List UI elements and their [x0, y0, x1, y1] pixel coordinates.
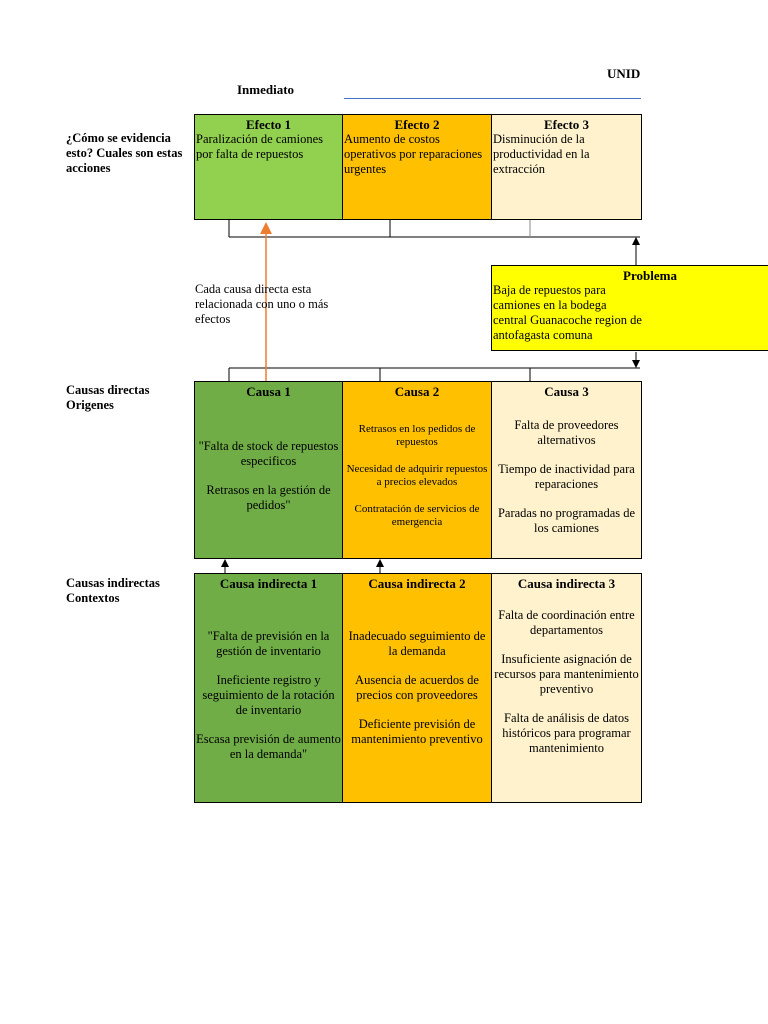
causa-indirecta-3-item: Insuficiente asignación de recursos para mantenimiento preventivo	[494, 652, 639, 696]
label-causas-indirectas: Causas indirectas Contextos	[66, 576, 160, 605]
causa-2-box	[342, 381, 492, 559]
causa-indirecta-3-box	[491, 573, 642, 803]
causa-indirecta-1-title: Causa indirecta 1	[219, 576, 318, 591]
efecto-3-text: Disminución de la productividad en la extracción	[493, 132, 590, 176]
label-causas-directas: Causas directas Origenes	[66, 383, 150, 412]
header-unid: UNID	[607, 66, 641, 81]
causa-3-item: Paradas no programadas de los camiones	[497, 506, 636, 535]
efecto-1-text: Paralización de camiones por falta de repuestos	[196, 132, 324, 161]
causa-indirecta-3-item: Falta de coordinación entre departamentos	[498, 608, 635, 637]
causa-1-title: Causa 1	[246, 384, 291, 399]
causa-indirecta-2-item: Deficiente previsión de mantenimiento preventivo	[351, 717, 483, 746]
efecto-1-box	[194, 114, 343, 220]
causa-indirecta-1-item: Ineficiente registro y seguimiento de la rotación de inventario	[202, 673, 335, 717]
causa-indirecta-1-item: "Falta de previsión en la gestión de inventario	[207, 629, 330, 658]
causa-2-item: Contratación de servicios de emergencia	[354, 503, 480, 528]
label-efectos: ¿Cómo se evidencia esto? Cuales son estas acciones	[66, 131, 183, 175]
note-text: Cada causa directa esta relacionada con uno o más efectos	[195, 282, 329, 326]
causa-1-item: Retrasos en la gestión de pedidos"	[206, 483, 331, 512]
causa-3-item: Falta de proveedores alternativos	[514, 418, 619, 447]
causa-indirecta-1-item: Escasa previsión de aumento en la demanda"	[196, 732, 341, 761]
causa-indirecta-3-item: Falta de análisis de datos históricos para programar mantenimiento	[502, 711, 631, 755]
causa-2-item: Retrasos en los pedidos de repuestos	[358, 423, 476, 448]
problema-box	[491, 265, 768, 351]
problema-text: Baja de repuestos para camiones en la bodega central Guanacoche region de antofagasta comuna	[493, 283, 642, 342]
efecto-1-title: Efecto 1	[245, 117, 292, 132]
causa-3-title: Causa 3	[544, 384, 589, 399]
problema-title: Problema	[623, 268, 677, 283]
efecto-2-box	[342, 114, 492, 220]
causa-1-box	[194, 381, 343, 559]
causa-indirecta-1-box	[194, 573, 343, 803]
causa-3-item: Tiempo de inactividad para reparaciones	[498, 462, 635, 491]
causa-1-item: "Falta de stock de repuestos especificos	[198, 439, 339, 468]
causa-indirecta-2-title: Causa indirecta 2	[368, 576, 466, 591]
causa-3-box	[491, 381, 642, 559]
efecto-3-title: Efecto 3	[543, 117, 590, 132]
efecto-2-title: Efecto 2	[394, 117, 440, 132]
header-inmediato: Inmediato	[237, 82, 295, 97]
efecto-3-box	[491, 114, 642, 220]
causa-2-item: Necesidad de adquirir repuestos a precios elevados	[346, 463, 488, 488]
efecto-2-text: Aumento de costos operativos por reparaciones urgentes	[344, 132, 483, 176]
causa-indirecta-2-item: Inadecuado seguimiento de la demanda	[348, 629, 486, 658]
causa-indirecta-3-title: Causa indirecta 3	[517, 576, 616, 591]
causa-indirecta-2-item: Ausencia de acuerdos de precios con proveedores	[355, 673, 479, 702]
causa-2-title: Causa 2	[394, 384, 440, 399]
causa-indirecta-2-box	[342, 573, 492, 803]
